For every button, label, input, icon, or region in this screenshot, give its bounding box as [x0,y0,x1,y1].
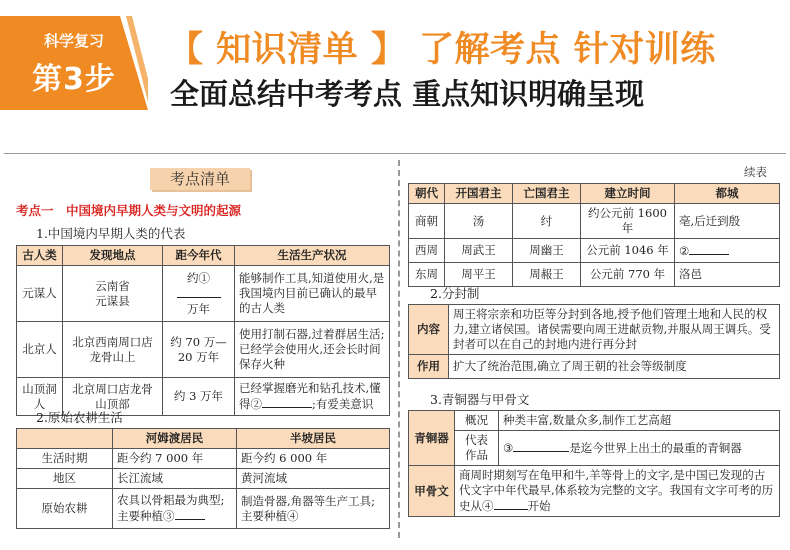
cell-age-suffix: 万年 [187,301,210,316]
cell-life [235,378,390,416]
fill-blank-4[interactable] [494,498,528,510]
bronze-oracle-table [408,410,780,517]
table-header: 亡国君主 [513,184,581,204]
cell-sublabel: 概况 [455,411,499,431]
badge-step: 第3步 [32,62,116,97]
cell-founder: 汤 [445,204,513,239]
cell-content-suffix: 是迄今世界上出土的最重的青铜器 [569,441,742,455]
cell-label: 作用 [409,355,449,379]
cell-capital [675,239,780,263]
badge-label: 科学复习 [43,32,104,50]
subheading-fengjian: 2.分封制 [430,286,480,301]
cell-age: 约 70 万— 20 万年 [163,322,235,378]
cell-life: 使用打制石器,过着群居生活;已经学会使用火,还会长时间保存火种 [235,322,390,378]
table-header: 距今年代 [163,246,235,266]
continued-label: 续表 [744,165,767,179]
fill-blank-capital[interactable] [689,243,729,255]
key-point-title: 考点一 中国境内早期人类与文明的起源 [16,203,242,218]
cell-banpo: 距今约 6 000 年 [237,449,390,469]
table-header: 河姆渡居民 [113,429,237,449]
cell-last-ruler: 周幽王 [513,239,581,263]
cell-founded: 公元前 1046 年 [581,239,675,263]
cell-dynasty: 东周 [409,263,445,287]
page-subheadline: 全面总结中考考点 重点知识明确呈现 [170,77,645,111]
cell-content-prefix: ③ [503,441,514,455]
cell-dynasty: 西周 [409,239,445,263]
cell-life: 能够制作工具,知道使用火,是我国境内目前已确认的最早的古人类 [235,266,390,322]
cell-hemudu: 距今约 7 000 年 [113,449,237,469]
cell-life-prefix: 已经掌握磨光和钻孔技术,懂得② [239,381,381,411]
cell-label: 地区 [17,469,113,489]
table-header [17,429,113,449]
table-row [409,431,780,466]
table-header: 发现地点 [63,246,163,266]
cell-label: 原始农耕 [17,489,113,529]
cell-content: 周王将宗亲和功臣等分封到各地,授予他们管理土地和人民的权力,建立诸侯国。诸侯需要向周王进献贡物,并服从周王调兵。受封者可以在自己的封地内进行再分封 [449,305,780,355]
cell-hemudu-text: 农具以骨耜最为典型;主要种植③ [117,493,225,523]
cell-content [499,431,780,466]
cell-last-ruler: 纣 [513,204,581,239]
cell-capital-text: ② [679,243,690,258]
subheading-farming: 2.原始农耕生活 [36,410,123,425]
cell-place: 北京西南周口店龙骨山上 [63,322,163,378]
cell-label: 内容 [409,305,449,355]
cell-name: 山顶洞人 [17,378,63,416]
table-row [409,466,780,517]
cell-age: 约 3 万年 [163,378,235,416]
cell-banpo [237,489,390,529]
cell-life-suffix: ;有爱美意识 [312,397,374,411]
table-row [409,305,780,355]
table-header: 都城 [675,184,780,204]
section-title: 考点清单 [150,168,250,190]
table-row [409,355,780,379]
cell-hemudu [113,489,237,529]
column-divider [398,160,400,538]
cell-name: 元谋人 [17,266,63,322]
table-row [17,469,390,489]
cell-sublabel: 代表 作品 [455,431,499,466]
cell-age [163,266,235,322]
fill-blank-3[interactable] [175,508,205,520]
cell-banpo: 黄河流域 [237,469,390,489]
cell-banpo-text: 制造骨器,角器等生产工具;主要种植④ [241,493,376,523]
cell-founder: 周平王 [445,263,513,287]
cell-hemudu: 长江流域 [113,469,237,489]
cell-label-bronze: 青铜器 [409,411,455,466]
cell-label-oracle: 甲骨文 [409,466,455,517]
cell-content-suffix: 开始 [527,499,551,513]
cell-label: 生活时期 [17,449,113,469]
table-header: 朝代 [409,184,445,204]
table-header: 生活生产状况 [235,246,390,266]
table-row [17,266,390,322]
cell-capital: 洛邑 [675,263,780,287]
table-header-row [17,429,390,449]
cell-capital: 亳,后迁到殷 [675,204,780,239]
subheading-bronze: 3.青铜器与甲骨文 [430,392,530,407]
table-header: 古人类 [17,246,63,266]
table-header: 半坡居民 [237,429,390,449]
table-header: 开国君主 [445,184,513,204]
subheading-early-humans: 1.中国境内早期人类的代表 [36,226,186,241]
cell-dynasty: 商朝 [409,204,445,239]
cell-founded: 约公元前 1600 年 [581,204,675,239]
fill-blank-3-bronze[interactable] [513,440,569,452]
cell-age-prefix: 约① [187,270,210,285]
table-header-row [17,246,390,266]
early-humans-table [16,245,390,416]
cell-content-prefix: 商周时期刻写在龟甲和牛,羊等骨上的文字,是中国已发现的古代文字中年代最早,体系较为完整的文字。我国有文字可考的历史从④ [459,468,774,513]
table-row [17,489,390,529]
table-row [17,449,390,469]
cell-place: 北京周口店龙骨山顶部 [63,378,163,416]
cell-content: 扩大了统治范围,确立了周王朝的社会等级制度 [449,355,780,379]
table-header-row [409,184,780,204]
cell-place: 云南省 元谋县 [63,266,163,322]
fill-blank-2[interactable] [262,396,312,408]
fengjian-table [408,304,780,379]
cell-content: 种类丰富,数量众多,制作工艺高超 [499,411,780,431]
table-row [409,204,780,239]
cell-content [455,466,780,517]
cell-last-ruler: 周赧王 [513,263,581,287]
dynasty-table [408,183,780,287]
cell-founder: 周武王 [445,239,513,263]
table-row [409,239,780,263]
table-row [409,263,780,287]
cell-founded: 公元前 770 年 [581,263,675,287]
fill-blank-1[interactable] [177,286,221,298]
table-row [409,411,780,431]
cell-name: 北京人 [17,322,63,378]
farming-table [16,428,390,529]
table-row [17,322,390,378]
page-headline: 【 知识清单 】 了解考点 针对训练 [168,30,716,70]
table-header: 建立时间 [581,184,675,204]
